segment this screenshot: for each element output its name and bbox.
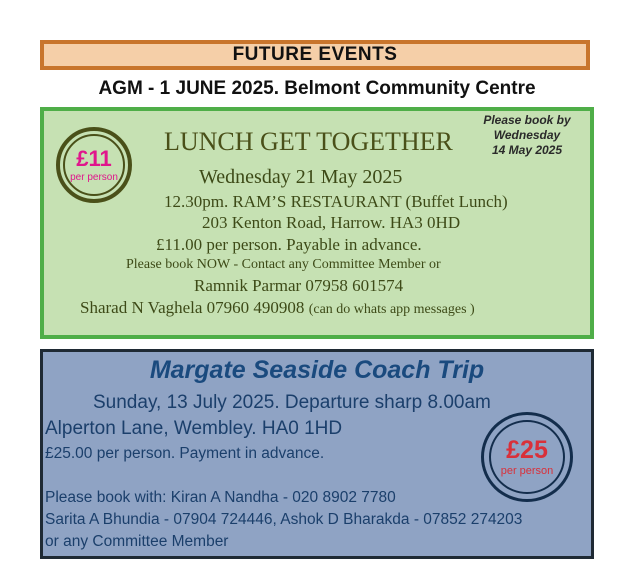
coach-badge-label: per person <box>500 464 554 477</box>
lunch-price: £11.00 per person. Payable in advance. <box>156 235 422 254</box>
coach-booking-2: Sarita A Bhundia - 07904 724446, Ashok D Bharakda - 07852 274203 <box>45 511 523 528</box>
coach-booking-1: Please book with: Kiran A Nandha - 020 8902 7780 <box>45 489 396 506</box>
lunch-date: Wednesday 21 May 2025 <box>199 166 403 188</box>
lunch-contact-2-line <box>80 298 475 318</box>
coach-date: Sunday, 13 July 2025. Departure sharp 8.00am <box>93 392 491 413</box>
coach-title: Margate Seaside Coach Trip <box>149 356 485 384</box>
coach-price-badge <box>481 412 573 502</box>
book-by-line-3: 14 May 2025 <box>491 143 563 157</box>
coach-price: £25.00 per person. Payment in advance. <box>45 445 325 462</box>
book-by-line-1: Please book by <box>483 113 571 127</box>
future-events-header <box>40 40 590 70</box>
lunch-book-by-note <box>472 113 582 158</box>
lunch-contact-2-note: (can do whats app messages ) <box>308 302 475 317</box>
lunch-time-venue: 12.30pm. RAM’S RESTAURANT (Buffet Lunch) <box>164 192 508 211</box>
coach-booking-3: or any Committee Member <box>45 533 229 550</box>
coach-trip-panel <box>40 349 594 559</box>
lunch-title: LUNCH GET TOGETHER <box>164 127 453 156</box>
coach-address: Alperton Lane, Wembley. HA0 1HD <box>45 418 343 439</box>
lunch-book-now: Please book NOW - Contact any Committee Member or <box>126 257 441 272</box>
lunch-price-badge <box>56 127 132 203</box>
lunch-contact-2: Sharad N Vaghela 07960 490908 <box>80 298 305 317</box>
lunch-contact-1: Ramnik Parmar 07958 601574 <box>194 276 404 295</box>
lunch-badge-label: per person <box>70 171 118 183</box>
agm-notice: AGM - 1 JUNE 2025. Belmont Community Centre <box>98 78 536 99</box>
lunch-event-panel <box>40 107 594 339</box>
book-by-line-2: Wednesday <box>493 128 561 142</box>
header-title: FUTURE EVENTS <box>232 44 398 65</box>
lunch-address: 203 Kenton Road, Harrow. HA3 0HD <box>202 213 461 232</box>
coach-badge-amount: £25 <box>506 435 548 464</box>
lunch-badge-amount: £11 <box>76 145 112 171</box>
